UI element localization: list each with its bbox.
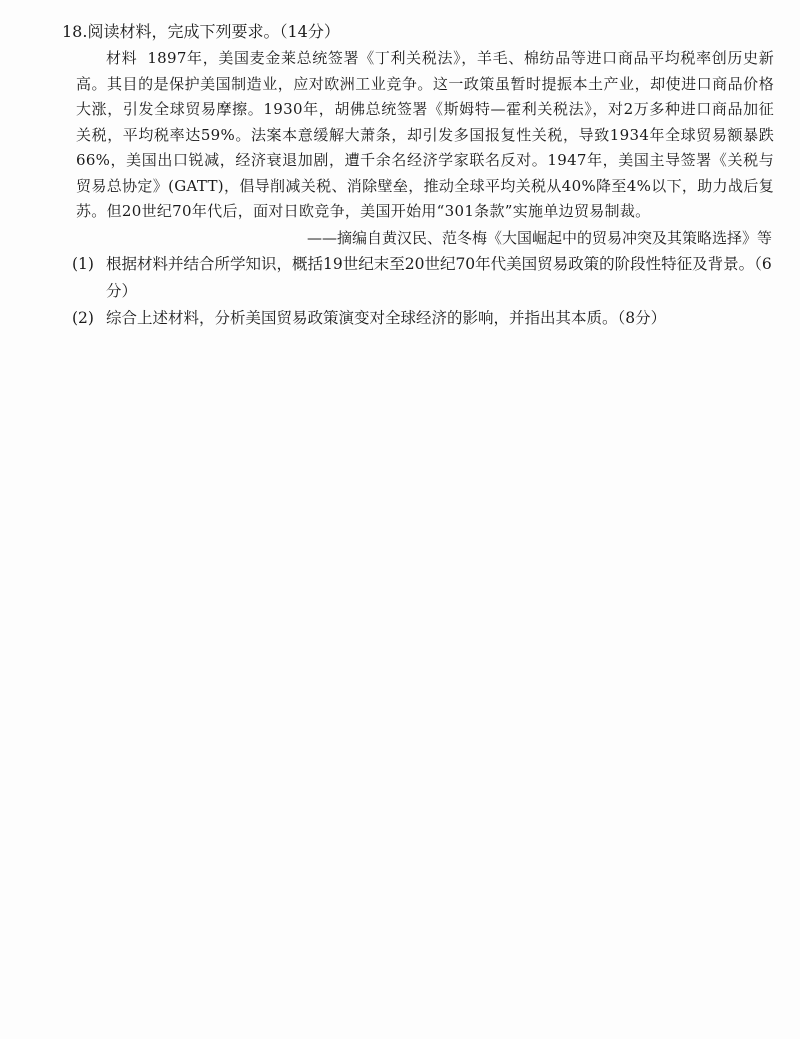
sub-question-1 — [72, 251, 774, 305]
question-18 — [62, 20, 774, 332]
sub-question-text: 根据材料并结合所学知识，概括19世纪末至20世纪70年代美国贸易政策的阶段性特征及背景。（6分） — [106, 254, 772, 300]
material-source: ——摘编自黄汉民、范冬梅《大国崛起中的贸易冲突及其策略选择》等 — [306, 228, 772, 247]
sub-question-text: 综合上述材料，分析美国贸易政策演变对全球经济的影响，并指出其本质。（8分） — [106, 308, 667, 327]
material-text: 1897年，美国麦金莱总统签署《丁利关税法》，羊毛、棉纺品等进口商品平均税率创历史新高。其目的是保护美国制造业，应对欧洲工业竞争。这一政策虽暂时提振本土产业，却使进口商品价格大涨，引发全球贸易摩擦。1930年，胡佛总统签署《斯姆特—霍利关税法》，对2万多种进口商品加征关税，平均税率达59%。法案本意缓解大萧条，却引发多国报复性关税，导致1934年全球贸易额暴跌66%，美国出口锐减，经济衰退加剧，遭千余名经济学家联名反对。1947年，美国主导签署《关税与贸易总协定》(GATT)，倡导削减关税、消除壁垒，推动全球平均关税从40%降至4%以下，助力战后复苏。但20世纪70年代后，面对日欧竞争，美国开始用“301条款”实施单边贸易制裁。 — [76, 49, 774, 220]
sub-question-2 — [72, 305, 774, 332]
material-paragraph — [62, 46, 774, 225]
sub-question-number: (2) — [72, 308, 94, 327]
question-instruction: 阅读材料，完成下列要求。（14分） — [87, 22, 340, 41]
sub-question-number: (1) — [72, 254, 94, 273]
material-label: 材料 — [106, 49, 138, 67]
question-header — [62, 20, 774, 44]
question-number: 18. — [62, 22, 88, 41]
